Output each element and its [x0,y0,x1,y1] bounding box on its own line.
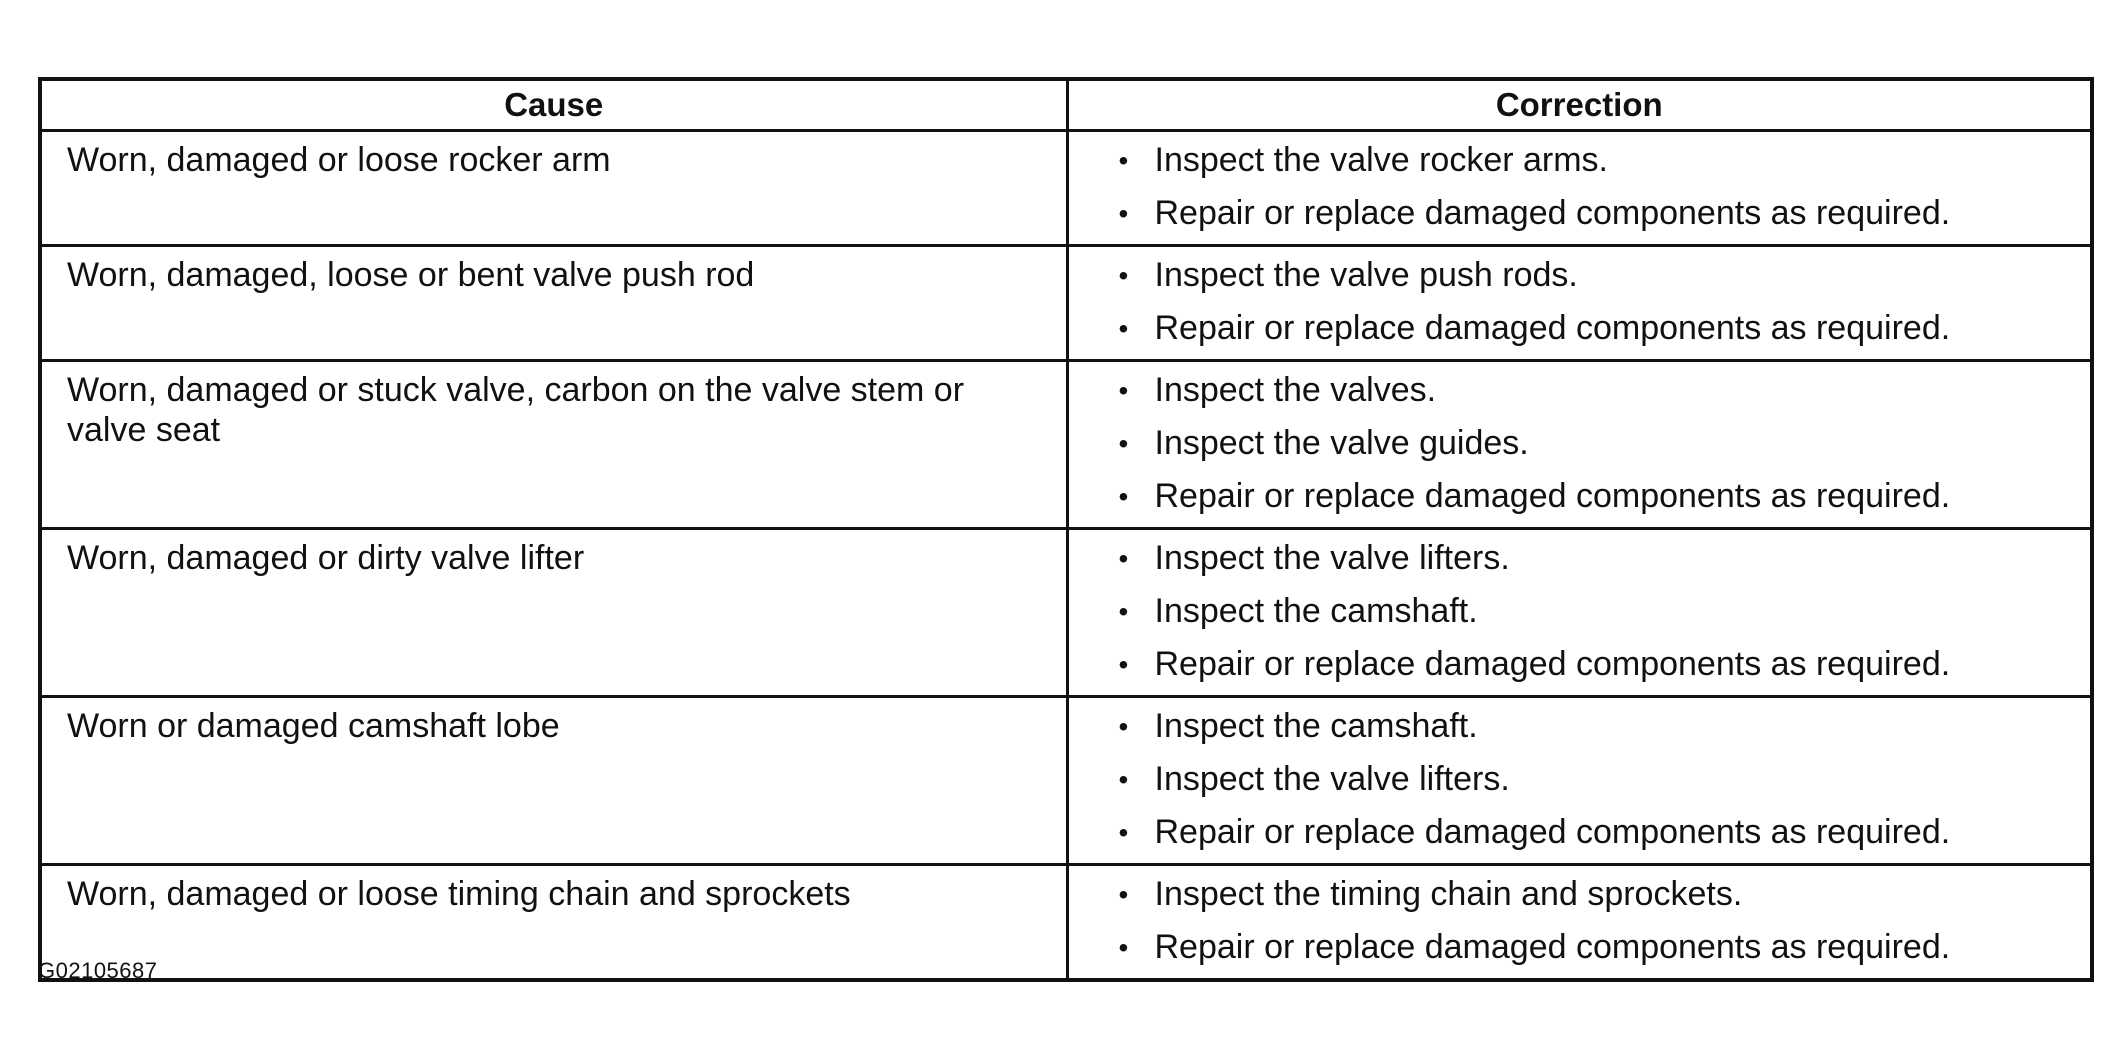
correction-text: Repair or replace damaged components as required. [1154,477,1951,515]
correction-item [1119,417,2081,470]
correction-text: Inspect the valve lifters. [1154,760,1510,798]
correction-list [1119,249,2081,355]
correction-cell [1067,131,2092,246]
table-row [40,697,2092,865]
cause-cell: Worn, damaged or loose timing chain and sprockets [40,865,1067,981]
cause-cell: Worn, damaged or dirty valve lifter [40,529,1067,697]
correction-cell [1067,529,2092,697]
cause-cell: Worn, damaged, loose or bent valve push rod [40,246,1067,361]
diagnostic-table-container [38,77,2090,982]
correction-item [1119,249,2081,302]
correction-list [1119,868,2081,974]
bullet-icon: • [1118,879,1129,910]
cause-cell: Worn or damaged camshaft lobe [40,697,1067,865]
correction-cell [1067,865,2092,981]
correction-item [1119,753,2081,806]
figure-id: G02105687 [38,958,158,983]
bullet-icon: • [1118,198,1129,229]
table-body [40,131,2092,981]
correction-cell [1067,697,2092,865]
bullet-icon: • [1118,428,1129,459]
bullet-icon: • [1118,932,1129,963]
bullet-icon: • [1118,649,1129,680]
cause-cell: Worn, damaged or stuck valve, carbon on the valve stem or valve seat [40,361,1067,529]
correction-text: Repair or replace damaged components as required. [1154,813,1951,851]
table-row [40,865,2092,981]
correction-text: Repair or replace damaged components as required. [1154,928,1951,966]
correction-text: Inspect the valve push rods. [1154,256,1578,294]
header-cause: Cause [40,79,1067,131]
correction-list [1119,532,2081,691]
bullet-icon: • [1118,711,1129,742]
correction-text: Repair or replace damaged components as required. [1154,309,1951,347]
table-row [40,529,2092,697]
bullet-icon: • [1118,145,1129,176]
bullet-icon: • [1118,375,1129,406]
correction-item [1119,532,2081,585]
correction-item [1119,134,2081,187]
correction-text: Repair or replace damaged components as required. [1154,645,1951,683]
correction-text: Inspect the camshaft. [1154,707,1478,745]
correction-text: Inspect the camshaft. [1154,592,1478,630]
correction-item [1119,868,2081,921]
correction-list [1119,700,2081,859]
table-row [40,361,2092,529]
correction-cell [1067,361,2092,529]
bullet-icon: • [1118,481,1129,512]
correction-text: Repair or replace damaged components as required. [1154,194,1951,232]
correction-text: Inspect the timing chain and sprockets. [1154,875,1743,913]
header-correction: Correction [1067,79,2092,131]
correction-cell [1067,246,2092,361]
correction-item [1119,302,2081,355]
correction-text: Inspect the valve guides. [1154,424,1529,462]
bullet-icon: • [1118,543,1129,574]
bullet-icon: • [1118,260,1129,291]
bullet-icon: • [1118,817,1129,848]
table-row [40,246,2092,361]
correction-list [1119,134,2081,240]
correction-text: Inspect the valve rocker arms. [1154,141,1609,179]
bullet-icon: • [1118,764,1129,795]
table-row [40,131,2092,246]
correction-item [1119,187,2081,240]
correction-item [1119,364,2081,417]
correction-text: Inspect the valve lifters. [1154,539,1510,577]
correction-item [1119,806,2081,859]
bullet-icon: • [1118,313,1129,344]
bullet-icon: • [1118,596,1129,627]
correction-item [1119,921,2081,974]
correction-text: Inspect the valves. [1154,371,1437,409]
correction-item [1119,585,2081,638]
correction-item [1119,470,2081,523]
correction-list [1119,364,2081,523]
correction-item [1119,638,2081,691]
correction-item [1119,700,2081,753]
cause-correction-table [38,77,2094,982]
cause-cell: Worn, damaged or loose rocker arm [40,131,1067,246]
table-header-row [40,79,2092,131]
